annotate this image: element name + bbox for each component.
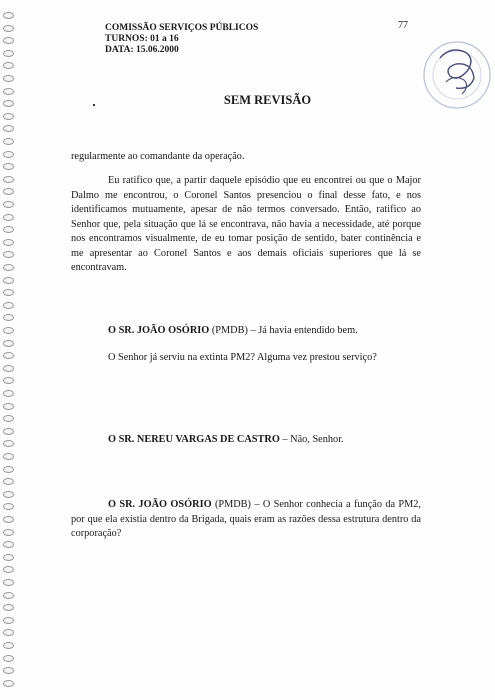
binder-hole xyxy=(3,314,14,321)
binder-hole xyxy=(3,377,14,384)
binder-hole xyxy=(3,592,14,599)
binder-hole xyxy=(3,327,14,334)
binder-hole xyxy=(3,491,14,498)
binder-hole xyxy=(3,642,14,649)
binder-hole xyxy=(3,226,14,233)
binder-hole xyxy=(3,25,14,32)
binder-hole xyxy=(3,176,14,183)
binder-hole xyxy=(3,302,14,309)
binder-hole xyxy=(3,503,14,510)
binder-hole xyxy=(3,138,14,145)
binder-hole xyxy=(3,680,14,687)
binder-hole xyxy=(3,37,14,44)
binder-hole xyxy=(3,75,14,82)
binder-hole xyxy=(3,365,14,372)
paragraph-speech-osorio-1 xyxy=(71,324,421,339)
binder-hole xyxy=(3,554,14,561)
binder-hole xyxy=(3,604,14,611)
binder-hole xyxy=(3,428,14,435)
binder-hole xyxy=(3,277,14,284)
header-shifts: TURNOS: 01 a 16 xyxy=(105,34,179,44)
speaker-name: O SR. NEREU VARGAS DE CASTRO xyxy=(108,434,280,446)
header-committee: COMISSÃO SERVIÇOS PÚBLICOS xyxy=(105,23,259,33)
paragraph-ratification: Eu ratifico que, a partir daquele episódio que eu encontrei ou que o Major Dalmo me encontrou, o Coronel Santos presenciou o final desse fato, e nos identificamos mutuamente, apesar de não termos conversado. Então, ratifico ao Senhor que, pela situação que lá se encontrava, não havia a necessidade, até porque nos encontramos visualmente, de eu tomar posição de sentido, bater continência e me apresentar ao Coronel Santos e aos demais oficiais superiores que lá se encontravam. xyxy=(71,175,421,274)
binder-hole xyxy=(3,163,14,170)
binder-hole xyxy=(3,415,14,422)
binder-hole xyxy=(3,125,14,132)
header-date: DATA: 15.06.2000 xyxy=(105,45,179,55)
speaker-name: O SR. JOÃO OSÓRIO xyxy=(108,499,212,511)
binder-hole xyxy=(3,50,14,57)
document-header xyxy=(105,23,258,56)
binder-hole xyxy=(3,251,14,258)
binder-hole xyxy=(3,113,14,120)
binder-hole xyxy=(3,403,14,410)
page-number: 77 xyxy=(398,20,408,31)
speaker-name: O SR. JOÃO OSÓRIO xyxy=(108,325,210,337)
speech-text: – Não, Senhor. xyxy=(279,434,344,446)
binder-hole xyxy=(3,340,14,347)
binder-hole xyxy=(3,655,14,662)
binder-hole xyxy=(3,390,14,397)
binder-hole xyxy=(3,62,14,69)
paragraph-speech-nereu xyxy=(71,433,421,448)
binder-hole xyxy=(3,529,14,536)
binder-hole xyxy=(3,667,14,674)
paragraph-speech-osorio-2 xyxy=(71,498,421,542)
binder-hole xyxy=(3,566,14,573)
binder-hole xyxy=(3,264,14,271)
binder-hole xyxy=(3,239,14,246)
speech-text: (PMDB) – O Senhor conhecia a função da PM2, por que ela existia dentro da Brigada, quais eram as razões dessa estrutura dentro da corporação? xyxy=(71,499,421,540)
revision-title xyxy=(0,93,495,108)
binder-hole xyxy=(3,617,14,624)
binder-hole xyxy=(3,579,14,586)
binder-hole xyxy=(3,453,14,460)
binder-hole xyxy=(3,289,14,296)
binder-hole xyxy=(3,478,14,485)
binder-hole xyxy=(3,541,14,548)
binder-hole xyxy=(3,151,14,158)
binder-hole xyxy=(3,188,14,195)
binder-hole xyxy=(3,12,14,19)
speech-text: (PMDB) – Já havia entendido bem. xyxy=(209,325,358,337)
binder-hole xyxy=(3,214,14,221)
binder-hole xyxy=(3,516,14,523)
binder-hole xyxy=(3,466,14,473)
binder-hole xyxy=(3,629,14,636)
binder-hole xyxy=(3,352,14,359)
paragraph-question-pm2: O Senhor já serviu na extinta PM2? Alguma vez prestou serviço? xyxy=(108,352,377,364)
binder-hole xyxy=(3,201,14,208)
title-text: SEM REVISÃO xyxy=(223,93,312,107)
paragraph-continuation: regularmente ao comandante da operação. xyxy=(71,151,245,163)
binder-hole xyxy=(3,440,14,447)
